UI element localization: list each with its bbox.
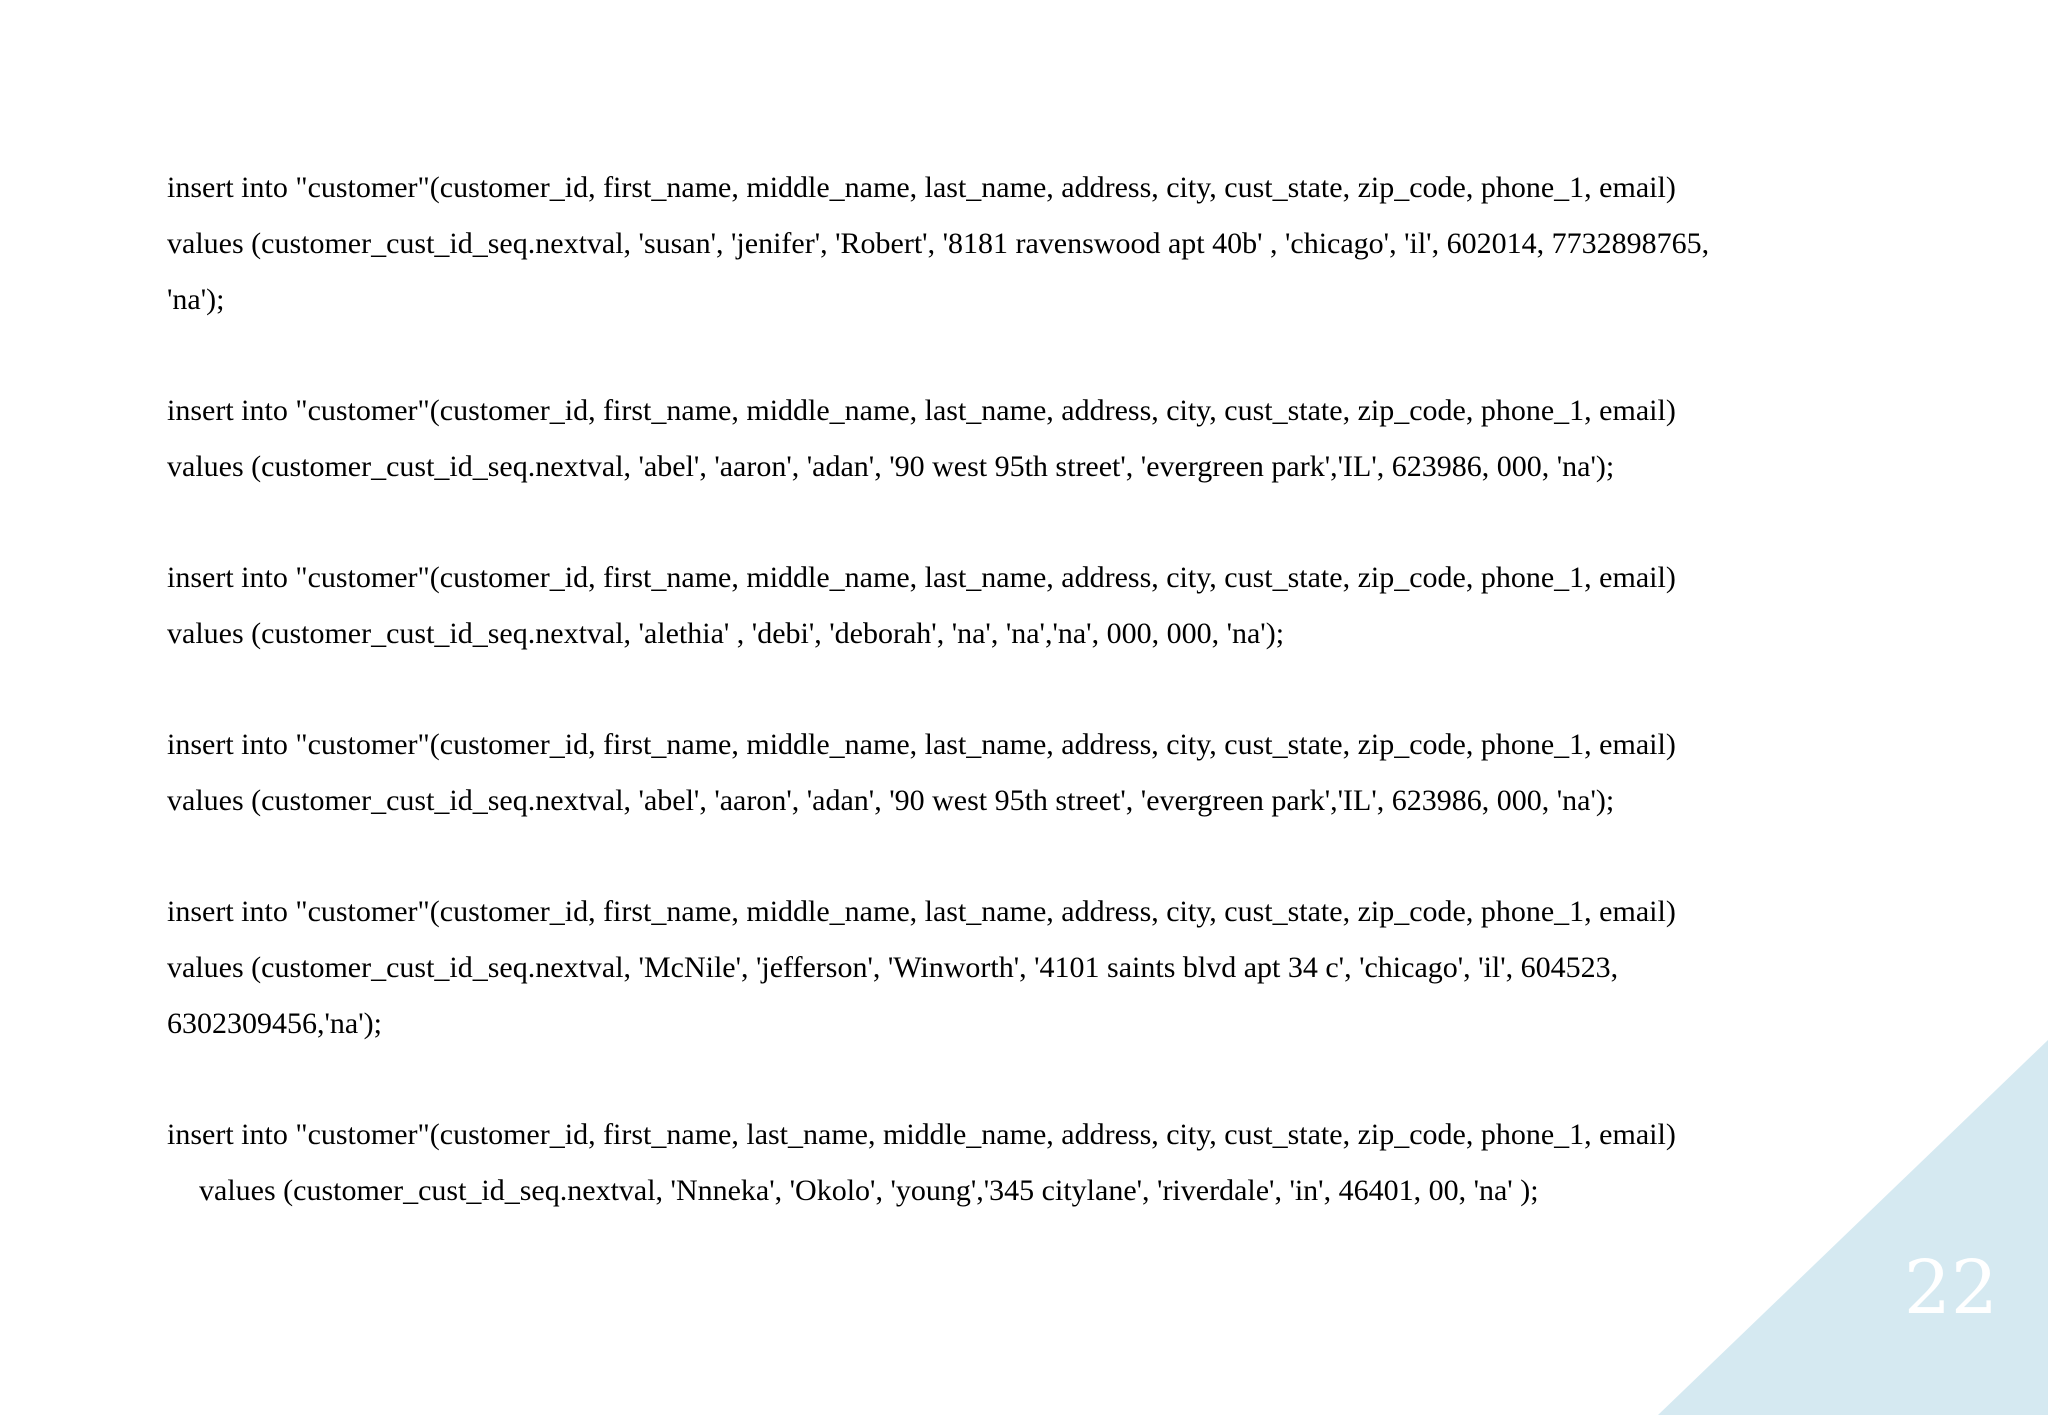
sql-statements [167,160,1887,1274]
corner-decoration [1658,1040,2048,1415]
sql-line: values (customer_cust_id_seq.nextval, 'susan', 'jenifer', 'Robert', '8181 ravenswood apt 40b' , 'chicago', 'il', 602014, 7732898765, [167,227,1710,260]
sql-line: values (customer_cust_id_seq.nextval, 'abel', 'aaron', 'adan', '90 west 95th street', 'evergreen park','IL', 623986, 000, 'na'); [167,784,1615,817]
sql-line: 'na'); [167,283,225,316]
sql-line: insert into "customer"(customer_id, first_name, middle_name, last_name, address, city, cust_state, zip_code, phone_1, email) [167,171,1676,204]
sql-statement-3 [167,550,1887,662]
sql-statement-1 [167,160,1887,328]
sql-statement-6 [167,1107,1887,1219]
sql-line: insert into "customer"(customer_id, first_name, middle_name, last_name, address, city, cust_state, zip_code, phone_1, email) [167,561,1676,594]
sql-line: values (customer_cust_id_seq.nextval, 'abel', 'aaron', 'adan', '90 west 95th street', 'evergreen park','IL', 623986, 000, 'na'); [167,450,1615,483]
sql-statement-5 [167,884,1887,1052]
sql-line: values (customer_cust_id_seq.nextval, 'alethia' , 'debi', 'deborah', 'na', 'na','na', 000, 000, 'na'); [167,617,1285,650]
sql-line: 6302309456,'na'); [167,1007,382,1040]
sql-line: insert into "customer"(customer_id, first_name, middle_name, last_name, address, city, cust_state, zip_code, phone_1, email) [167,394,1676,427]
sql-line: insert into "customer"(customer_id, first_name, middle_name, last_name, address, city, cust_state, zip_code, phone_1, email) [167,895,1676,928]
sql-line: values (customer_cust_id_seq.nextval, 'Nnneka', 'Okolo', 'young','345 citylane', 'riverdale', 'in', 46401, 00, 'na' ); [199,1174,1539,1207]
corner-triangle [1658,1040,2048,1415]
sql-statement-2 [167,383,1887,495]
sql-line: insert into "customer"(customer_id, first_name, middle_name, last_name, address, city, cust_state, zip_code, phone_1, email) [167,728,1676,761]
sql-line: values (customer_cust_id_seq.nextval, 'McNile', 'jefferson', 'Winworth', '4101 saints blvd apt 34 c', 'chicago', 'il', 604523, [167,951,1619,984]
sql-line: insert into "customer"(customer_id, first_name, last_name, middle_name, address, city, cust_state, zip_code, phone_1, email) [167,1118,1676,1151]
page-number: 22 [1903,1245,1998,1331]
sql-statement-4 [167,717,1887,829]
